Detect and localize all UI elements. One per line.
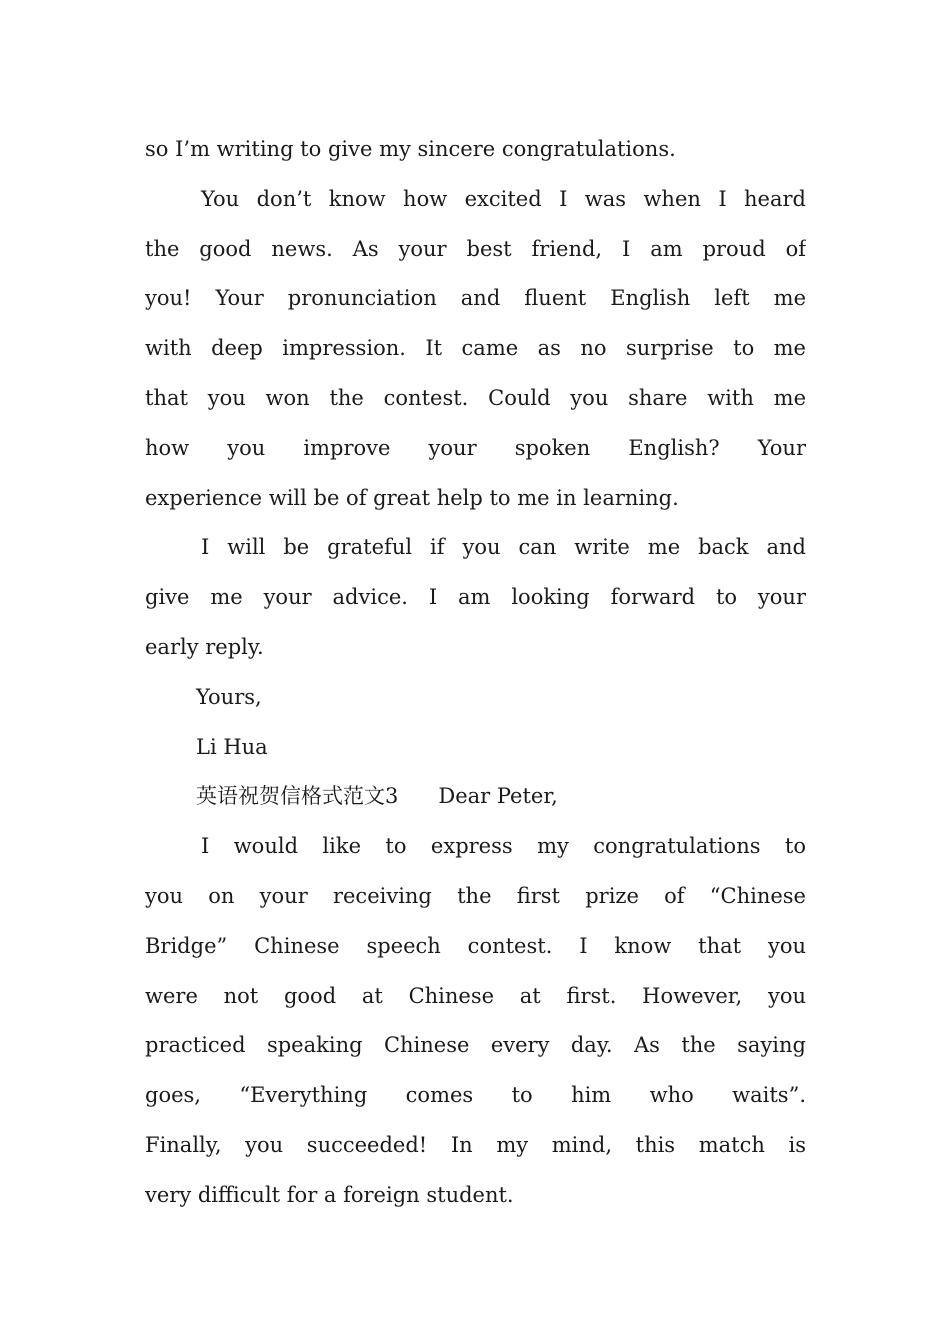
letter-body — [145, 125, 806, 1221]
body-line: Finally, you succeeded! In my mind, this match is — [145, 1132, 806, 1157]
body-line: goes, “Everything comes to him who waits”. — [145, 1083, 806, 1108]
body-line: I will be grateful if you can write me back and — [201, 535, 806, 560]
signature-name: Li Hua — [196, 734, 268, 759]
body-line: You don’t know how excited I was when I heard — [201, 186, 806, 211]
section-heading-row — [145, 772, 806, 822]
body-line: how you improve your spoken English? Your — [145, 435, 806, 460]
body-line: you on your receiving the first prize of “Chinese — [145, 883, 806, 908]
body-line: experience will be of great help to me in learning. — [145, 485, 679, 510]
body-line: practiced speaking Chinese every day. As the saying — [145, 1033, 806, 1058]
body-line: that you won the contest. Could you share with me — [145, 385, 806, 410]
closing-line: Yours, — [196, 684, 262, 709]
salutation: Dear Peter, — [438, 784, 558, 809]
body-line: you! Your pronunciation and fluent English left me — [145, 286, 806, 311]
body-line: early reply. — [145, 634, 264, 659]
body-line: the good news. As your best friend, I am proud of — [145, 236, 806, 261]
body-line: were not good at Chinese at first. However, you — [145, 983, 806, 1008]
body-line: Bridge” Chinese speech contest. I know that you — [145, 933, 806, 958]
body-line: so I’m writing to give my sincere congratulations. — [145, 137, 676, 161]
section-heading: 英语祝贺信格式范文3 — [196, 784, 399, 809]
body-line: with deep impression. It came as no surprise to me — [145, 336, 806, 361]
body-line: I would like to express my congratulations to — [201, 834, 806, 859]
body-line: very difficult for a foreign student. — [145, 1182, 514, 1207]
body-line: give me your advice. I am looking forward to your — [145, 585, 806, 610]
